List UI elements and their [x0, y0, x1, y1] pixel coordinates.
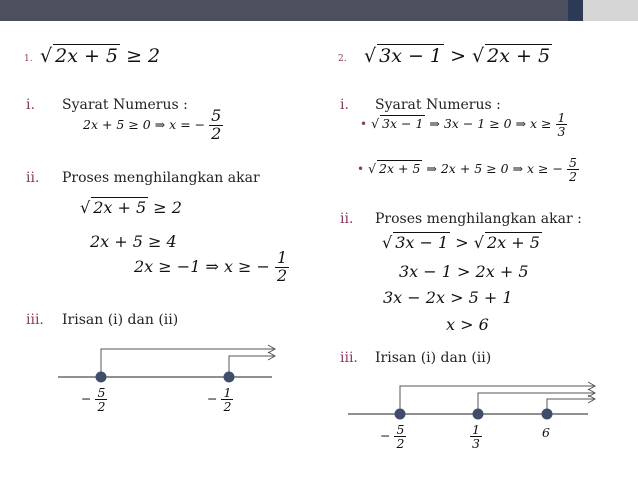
problem2-step-i-numeral: i.: [340, 97, 349, 113]
problem1-step-i-label: Syarat Numerus :: [62, 97, 188, 113]
bullet-icon: •: [360, 117, 368, 132]
bullet-icon: •: [357, 162, 365, 177]
bullet-expr: ⇒ 3x − 1 ≥ 0 ⇒ x ≥: [429, 116, 552, 132]
problem1-label-a: [81, 386, 107, 413]
problem2-label-a: [380, 423, 406, 450]
label-sign: −: [207, 391, 218, 407]
fraction-denominator: 2: [223, 399, 232, 415]
problem1-rhs: ≥ 2: [126, 45, 161, 67]
line3-text: 2x ≥ −1 ⇒ x ≥ −: [134, 256, 270, 276]
problem1-interval-i: [101, 349, 274, 377]
fraction-denominator: 3: [472, 436, 480, 452]
problem1-point-a: [96, 372, 107, 383]
problem2-step-ii-numeral: ii.: [340, 211, 354, 227]
problem2-step-iii-numeral: iii.: [340, 350, 358, 366]
fraction-denominator: 3: [557, 124, 566, 140]
problem2-step-i-label: Syarat Numerus :: [375, 97, 501, 113]
problem2-interval-c: [547, 399, 594, 414]
problem2-interval-b: [478, 393, 594, 414]
problem2-point-c: [542, 409, 553, 420]
radicand: 2x + 5: [379, 161, 421, 177]
problem2-step-ii-label: Proses menghilangkan akar :: [375, 211, 582, 227]
problem2-step-ii-line1: √ 3x − 1 > √ 2x + 5: [382, 233, 540, 252]
problem2-label-c: 6: [542, 425, 550, 440]
problem1-step-iii-numeral: iii.: [26, 312, 44, 328]
label-sign: −: [81, 391, 92, 407]
fraction-numerator: 5: [211, 106, 222, 125]
problem2-step-ii-line3: 3x − 2x > 5 + 1: [383, 288, 513, 307]
fraction-numerator: 5: [568, 155, 577, 170]
problem2-inequality: √ 3x − 1 > √ 2x + 5: [364, 45, 551, 67]
fraction-numerator: 1: [472, 422, 480, 437]
problem2-step-ii-line2: 3x − 1 > 2x + 5: [399, 262, 529, 281]
problem1-step-ii-line2: 2x + 5 ≥ 4: [90, 232, 177, 251]
problem1-step-ii-label: Proses menghilangkan akar: [62, 170, 260, 186]
fraction-numerator: 1: [277, 248, 288, 267]
problem1-step-ii-line1: √ 2x + 5 ≥ 2: [80, 198, 182, 217]
fraction-numerator: 5: [97, 385, 106, 400]
problem1-point-b: [224, 372, 235, 383]
operator: >: [455, 233, 469, 252]
fraction-denominator: 2: [277, 265, 288, 285]
problem1-interval-ii: [229, 356, 274, 377]
problem1-number: 1.: [24, 54, 33, 64]
problem2-step-ii-line4: x > 6: [446, 315, 489, 334]
label-fraction: [394, 423, 406, 450]
line-rest: ≥ 2: [153, 198, 182, 217]
label-fraction: [221, 386, 233, 413]
fraction-denominator: 2: [97, 399, 106, 415]
problem2-step-iii-label: Irisan (i) dan (ii): [375, 350, 492, 366]
operator: >: [450, 45, 466, 67]
problem2-label-b: [470, 423, 482, 450]
problem1-inequality: √ 2x + 5 ≥ 2: [40, 45, 161, 67]
problem1-step-ii-numeral: ii.: [26, 170, 40, 186]
left-radicand: 3x − 1: [395, 233, 449, 252]
problem2-number: 2.: [338, 54, 347, 64]
problem2-point-a: [395, 409, 406, 420]
fraction-numerator: 1: [223, 385, 232, 400]
right-radicand: 2x + 5: [486, 233, 540, 252]
problem2-step-i-bullet2: • √ 2x + 5 ⇒ 2x + 5 ≥ 0 ⇒ x ≥ − $\frac{5}{2}$: [357, 155, 577, 185]
problem1-radicand: 2x + 5: [55, 45, 119, 67]
problem1-step-iii-label: Irisan (i) dan (ii): [62, 312, 179, 328]
problem1-step-i-numeral: i.: [26, 97, 35, 113]
right-radicand: 2x + 5: [487, 45, 551, 67]
fraction-denominator: 2: [568, 169, 577, 185]
label-fraction: [95, 386, 107, 413]
problem2-interval-a: [400, 386, 594, 414]
problem1-label-b: [207, 386, 233, 413]
label-fraction: [470, 423, 482, 450]
fraction-denominator: 2: [211, 123, 222, 143]
radicand: 2x + 5: [93, 198, 147, 217]
bullet-expr: ⇒ 2x + 5 ≥ 0 ⇒ x ≥ −: [426, 161, 563, 177]
fraction-numerator: 1: [557, 110, 566, 125]
radicand: 3x − 1: [382, 116, 424, 132]
problem1-step-i-text: 2x + 5 ≥ 0 ⇒ x = −: [83, 116, 206, 132]
label-sign: −: [380, 428, 391, 444]
fraction-numerator: 5: [396, 422, 405, 437]
left-radicand: 3x − 1: [379, 45, 443, 67]
problem2-point-b: [473, 409, 484, 420]
problem2-step-i-bullet1: • √ 3x − 1 ⇒ 3x − 1 ≥ 0 ⇒ x ≥ $\frac{1}{3}$: [360, 110, 566, 140]
fraction-denominator: 2: [396, 436, 405, 452]
